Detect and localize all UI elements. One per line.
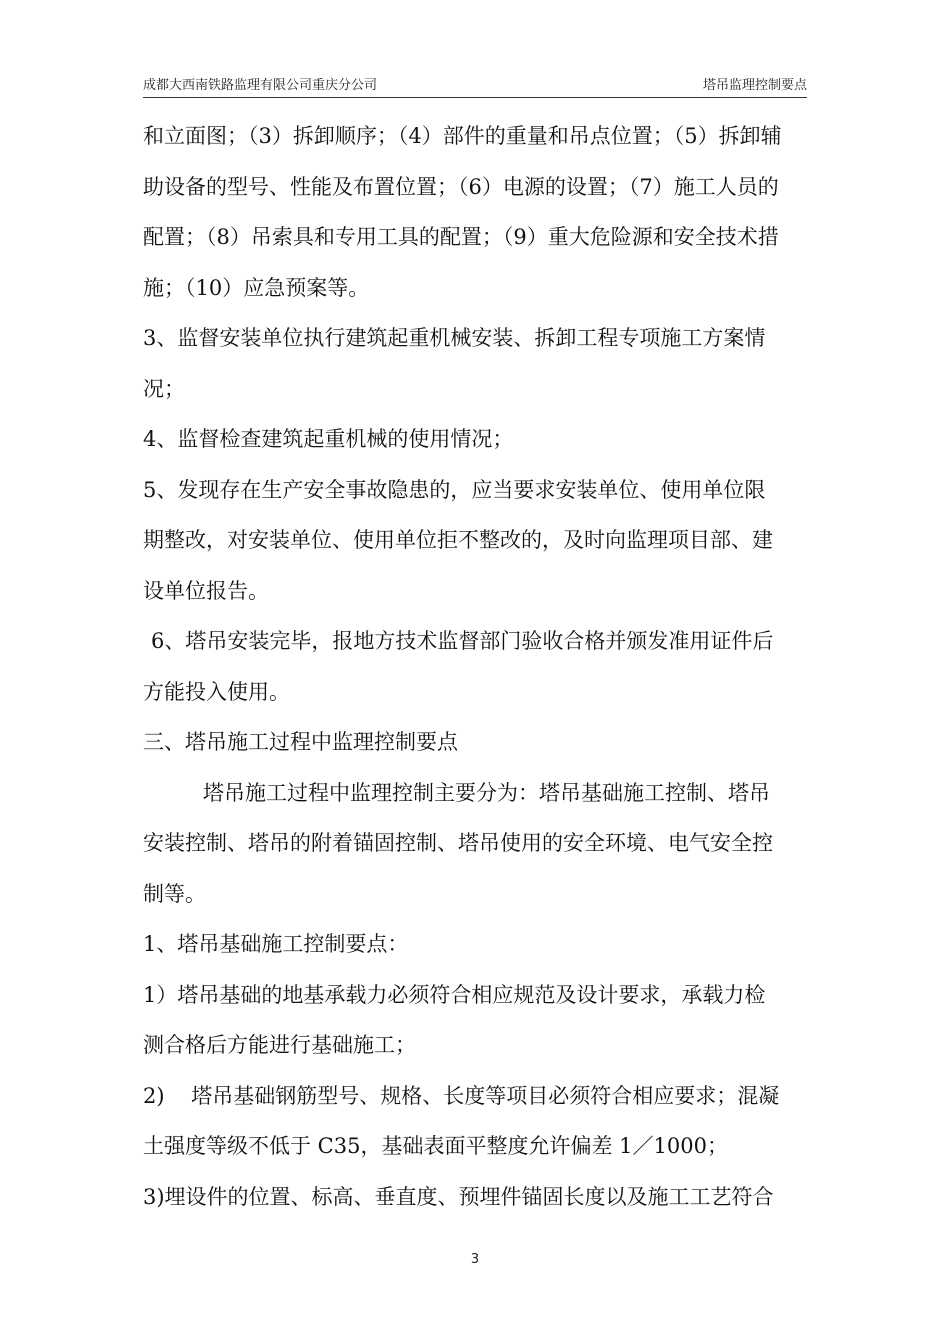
body-line: 4、监督检查建筑起重机械的使用情况； bbox=[143, 427, 514, 451]
body-line: 助设备的型号、性能及布置位置；（6）电源的设置；（7）施工人员的 bbox=[143, 174, 779, 199]
body-line: 制等。 bbox=[143, 881, 206, 906]
subsection-heading: 1、塔吊基础施工控制要点： bbox=[143, 932, 409, 956]
body-line: 塔吊施工过程中监理控制主要分为：塔吊基础施工控制、塔吊 bbox=[203, 780, 770, 805]
body-line: 3)埋设件的位置、标高、垂直度、预埋件锚固长度以及施工工艺符合 bbox=[143, 1184, 774, 1209]
section-heading: 三、塔吊施工过程中监理控制要点 bbox=[143, 730, 458, 754]
body-line: 方能投入使用。 bbox=[143, 679, 290, 704]
body-line: 6、塔吊安装完毕，报地方技术监督部门验收合格并颁发准用证件后 bbox=[151, 629, 774, 653]
body-line: 和立面图；（3）拆卸顺序；（4）部件的重量和吊点位置；（5）拆卸辅 bbox=[143, 124, 782, 148]
page-number: 3 bbox=[470, 1252, 480, 1267]
page-header bbox=[143, 74, 807, 96]
header-document-title: 塔吊监理控制要点 bbox=[702, 78, 807, 93]
body-line: 2) 塔吊基础钢筋型号、规格、长度等项目必须符合相应要求；混凝 bbox=[143, 1083, 780, 1108]
body-line: 3、监督安装单位执行建筑起重机械安装、拆卸工程专项施工方案情 bbox=[143, 326, 766, 350]
header-company-name: 成都大西南铁路监理有限公司重庆分公司 bbox=[143, 78, 378, 93]
body-line: 5、发现存在生产安全事故隐患的，应当要求安装单位、使用单位限 bbox=[143, 477, 766, 502]
document-body bbox=[143, 116, 807, 1227]
body-line: 施；（10）应急预案等。 bbox=[143, 275, 370, 300]
body-line: 安装控制、塔吊的附着锚固控制、塔吊使用的安全环境、电气安全控 bbox=[143, 831, 773, 855]
body-line: 配置；（8）吊索具和专用工具的配置；（9）重大危险源和安全技术措 bbox=[143, 225, 779, 249]
body-line: 况； bbox=[143, 376, 185, 401]
body-line: 土强度等级不低于 C35，基础表面平整度允许偏差 1／1000； bbox=[143, 1134, 728, 1158]
header-divider bbox=[143, 97, 807, 98]
body-line: 测合格后方能进行基础施工； bbox=[143, 1033, 416, 1057]
body-line: 1）塔吊基础的地基承载力必须符合相应规范及设计要求，承载力检 bbox=[143, 982, 766, 1007]
body-line: 设单位报告。 bbox=[143, 578, 269, 603]
body-line: 期整改，对安装单位、使用单位拒不整改的，及时向监理项目部、建 bbox=[143, 528, 773, 552]
